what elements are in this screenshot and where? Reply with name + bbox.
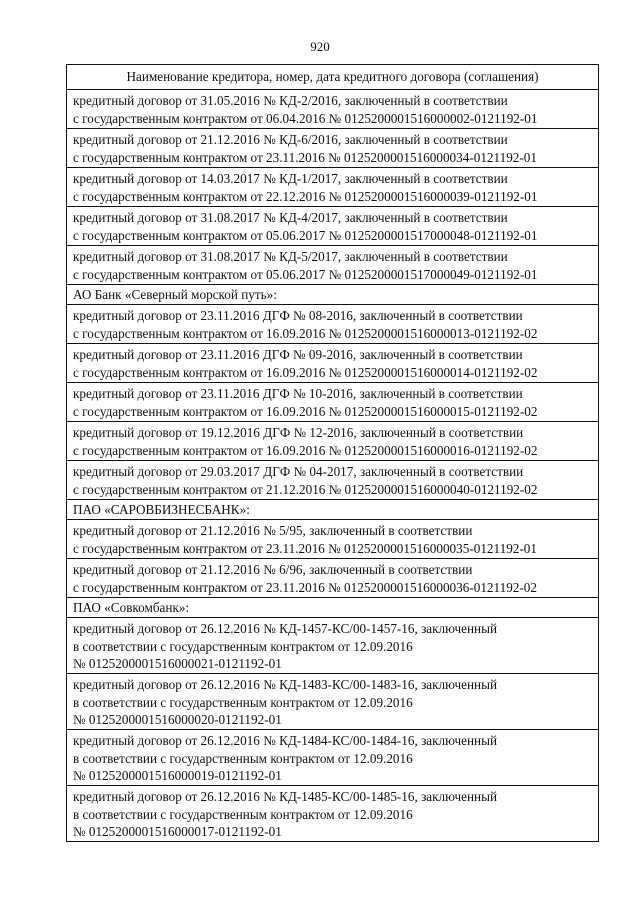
row-text-line: с государственным контрактом от 23.11.2016 № 0125200001516000036-0121192-02 — [73, 579, 537, 595]
row-text-line: № 0125200001516000019-0121192-01 — [73, 768, 282, 784]
creditor-table — [66, 64, 599, 842]
table-row — [67, 786, 598, 842]
row-text-line: кредитный договор от 29.03.2017 ДГФ № 04-2017, заключенный в соответствии — [73, 464, 524, 479]
row-text-line: с государственным контрактом от 22.12.2016 № 0125200001516000039-0121192-01 — [73, 188, 538, 204]
row-text-line: кредитный договор от 31.05.2016 № КД-2/2016, заключенный в соответствии — [73, 93, 508, 108]
row-text-line: кредитный договор от 31.08.2017 № КД-4/2017, заключенный в соответствии — [73, 210, 508, 225]
creditor-group-heading — [67, 500, 598, 520]
row-text-line: с государственным контрактом от 05.06.2017 № 0125200001517000049-0121192-01 — [73, 266, 538, 282]
row-text-line: кредитный договор от 26.12.2016 № КД-1457-КС/00-1457-16, заключенный — [73, 621, 498, 636]
row-text-line: с государственным контрактом от 16.09.2016 № 0125200001516000015-0121192-02 — [73, 403, 538, 419]
row-text-line: ПАО «САРОВБИЗНЕСБАНК»: — [73, 502, 250, 517]
row-text-line: кредитный договор от 23.11.2016 ДГФ № 09-2016, заключенный в соответствии — [73, 347, 523, 362]
row-text-line: кредитный договор от 26.12.2016 № КД-1485-КС/00-1485-16, заключенный — [73, 789, 498, 804]
row-text-line: кредитный договор от 21.12.2016 № 5/95, заключенный в соответствии — [73, 523, 473, 538]
table-row — [67, 618, 598, 674]
row-text-line: с государственным контрактом от 05.06.2017 № 0125200001517000048-0121192-01 — [73, 227, 538, 243]
table-row — [67, 168, 598, 207]
table-row — [67, 730, 598, 786]
table-row — [67, 559, 598, 598]
table-row — [67, 461, 598, 500]
row-text-line: АО Банк «Северный морской путь»: — [73, 287, 277, 302]
row-text-line: с государственным контрактом от 23.11.2016 № 0125200001516000035-0121192-01 — [73, 540, 537, 556]
row-text-line: № 0125200001516000020-0121192-01 — [73, 712, 282, 728]
table-header: Наименование кредитора, номер, дата кредитного договора (соглашения) — [67, 65, 598, 90]
row-text-line: кредитный договор от 31.08.2017 № КД-5/2017, заключенный в соответствии — [73, 249, 508, 264]
table-row — [67, 383, 598, 422]
row-text-line: с государственным контрактом от 16.09.2016 № 0125200001516000016-0121192-02 — [73, 442, 538, 458]
row-text-line: с государственным контрактом от 16.09.2016 № 0125200001516000014-0121192-02 — [73, 364, 538, 380]
row-text-line: в соответствии с государственным контрактом от 12.09.2016 — [73, 694, 413, 710]
creditor-group-heading — [67, 285, 598, 305]
row-text-line: кредитный договор от 23.11.2016 ДГФ № 10-2016, заключенный в соответствии — [73, 386, 523, 401]
table-body — [67, 90, 598, 842]
table-row — [67, 520, 598, 559]
row-text-line: кредитный договор от 23.11.2016 ДГФ № 08-2016, заключенный в соответствии — [73, 308, 523, 323]
table-row — [67, 207, 598, 246]
table-row — [67, 246, 598, 285]
row-text-line: с государственным контрактом от 23.11.2016 № 0125200001516000034-0121192-01 — [73, 149, 537, 165]
table-row — [67, 674, 598, 730]
row-text-line: № 0125200001516000021-0121192-01 — [73, 656, 282, 672]
row-text-line: кредитный договор от 21.12.2016 № 6/96, заключенный в соответствии — [73, 562, 473, 577]
table-row — [67, 344, 598, 383]
row-text-line: кредитный договор от 21.12.2016 № КД-6/2016, заключенный в соответствии — [73, 132, 508, 147]
row-text-line: ПАО «Совкомбанк»: — [73, 600, 190, 615]
row-text-line: с государственным контрактом от 21.12.2016 № 0125200001516000040-0121192-02 — [73, 481, 538, 497]
page-number: 920 — [310, 39, 330, 54]
table-row — [67, 129, 598, 168]
row-text-line: с государственным контрактом от 16.09.2016 № 0125200001516000013-0121192-02 — [73, 325, 538, 341]
row-text-line: в соответствии с государственным контрактом от 12.09.2016 — [73, 806, 413, 822]
row-text-line: кредитный договор от 26.12.2016 № КД-1483-КС/00-1483-16, заключенный — [73, 677, 498, 692]
row-text-line: с государственным контрактом от 06.04.2016 № 0125200001516000002-0121192-01 — [73, 110, 538, 126]
table-row — [67, 305, 598, 344]
row-text-line: кредитный договор от 26.12.2016 № КД-1484-КС/00-1484-16, заключенный — [73, 733, 498, 748]
creditor-group-heading — [67, 598, 598, 618]
table-row — [67, 90, 598, 129]
row-text-line: в соответствии с государственным контрактом от 12.09.2016 — [73, 750, 413, 766]
row-text-line: кредитный договор от 14.03.2017 № КД-1/2017, заключенный в соответствии — [73, 171, 508, 186]
table-row — [67, 422, 598, 461]
row-text-line: в соответствии с государственным контрактом от 12.09.2016 — [73, 638, 413, 654]
row-text-line: кредитный договор от 19.12.2016 ДГФ № 12-2016, заключенный в соответствии — [73, 425, 524, 440]
row-text-line: № 0125200001516000017-0121192-01 — [73, 824, 282, 840]
